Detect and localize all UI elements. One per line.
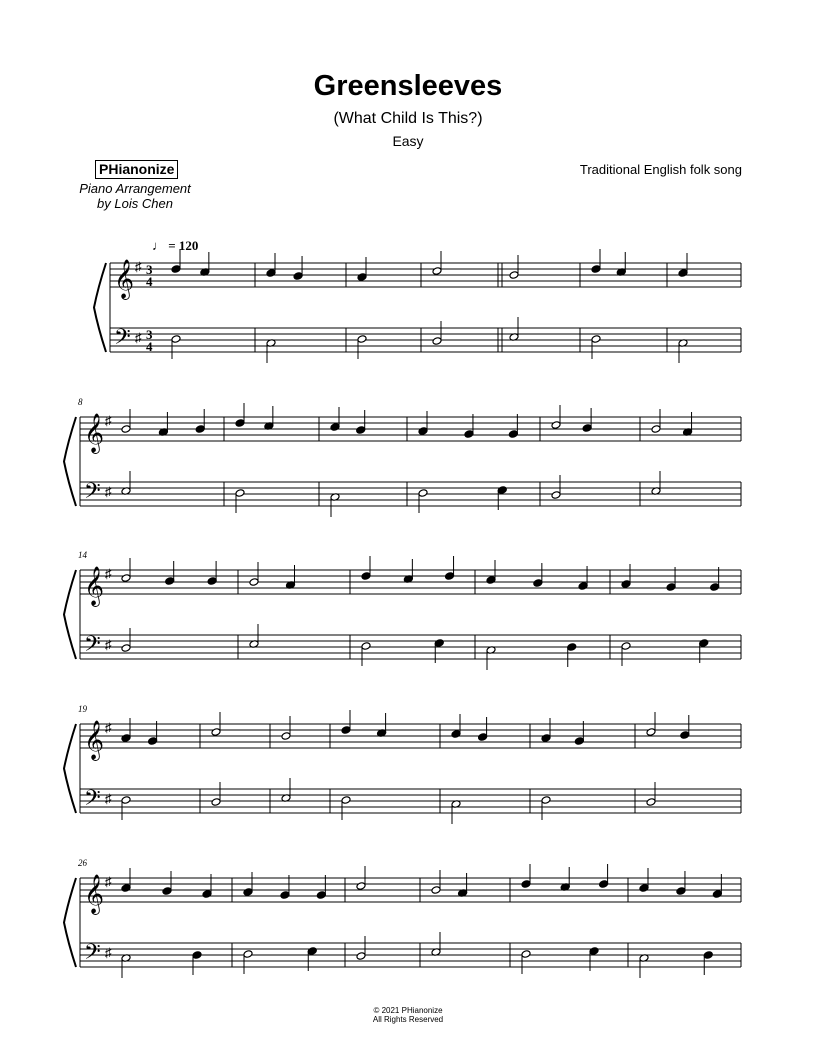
- note-head: [207, 577, 217, 586]
- sharp-icon: ♯: [135, 330, 142, 345]
- arrangement-line: Piano Arrangement: [79, 181, 191, 196]
- measure-number: 8: [78, 397, 83, 407]
- note-head: [307, 947, 317, 956]
- note-head: [243, 888, 253, 897]
- sharp-icon: ♯: [135, 259, 142, 274]
- tempo-value: = 120: [168, 238, 199, 253]
- note-head: [678, 269, 688, 278]
- note-head: [121, 644, 131, 653]
- system-2: [64, 397, 741, 517]
- note-head: [533, 579, 543, 588]
- treble-clef-icon: 𝄞: [84, 720, 105, 760]
- time-signature: 4: [146, 274, 153, 289]
- sharp-icon: ♯: [105, 720, 112, 735]
- score-title: Greensleeves: [313, 70, 503, 102]
- note-head: [341, 726, 351, 735]
- note-head: [666, 583, 676, 592]
- note-head: [445, 572, 455, 581]
- bass-clef-icon: 𝄢: [84, 479, 101, 509]
- note-head: [356, 952, 366, 961]
- note-head: [478, 733, 488, 742]
- sharp-icon: ♯: [105, 791, 112, 806]
- note-head: [676, 887, 686, 896]
- brace: [94, 263, 106, 352]
- note-head: [249, 578, 259, 587]
- note-head: [431, 886, 441, 895]
- note-head: [293, 272, 303, 281]
- bass-clef-icon: 𝄢: [84, 940, 101, 970]
- note-head: [235, 419, 245, 428]
- sharp-icon: ♯: [105, 945, 112, 960]
- note-head: [712, 890, 722, 899]
- note-head: [541, 796, 551, 805]
- sharp-icon: ♯: [105, 413, 112, 428]
- note-head: [434, 639, 444, 648]
- brace: [64, 724, 76, 813]
- note-head: [361, 642, 371, 651]
- sharp-icon: ♯: [105, 874, 112, 889]
- note-head: [651, 425, 661, 434]
- note-head: [211, 728, 221, 737]
- measure-number: 14: [78, 550, 87, 560]
- note-head: [699, 639, 709, 648]
- time-signature: 3: [146, 327, 153, 342]
- difficulty-label: Easy: [392, 133, 424, 149]
- system-1: [94, 249, 741, 363]
- treble-clef-icon: 𝄞: [84, 874, 105, 914]
- system-5: [64, 858, 741, 978]
- note-head: [497, 486, 507, 495]
- note-head: [356, 882, 366, 891]
- note-head: [356, 426, 366, 435]
- note-head: [202, 890, 212, 899]
- note-head: [121, 734, 131, 743]
- note-head: [646, 728, 656, 737]
- note-head: [171, 265, 181, 274]
- note-head: [432, 337, 442, 346]
- note-head: [551, 421, 561, 430]
- note-head: [508, 430, 518, 439]
- note-head: [464, 430, 474, 439]
- note-head: [486, 576, 496, 585]
- note-head: [121, 425, 131, 434]
- note-head: [162, 887, 172, 896]
- note-head: [567, 643, 577, 652]
- time-signature: 3: [146, 262, 153, 277]
- note-head: [418, 489, 428, 498]
- note-head: [646, 798, 656, 807]
- note-head: [211, 798, 221, 807]
- treble-clef-icon: 𝄞: [84, 413, 105, 453]
- note-head: [148, 737, 158, 746]
- footer: [0, 1006, 816, 1024]
- note-head: [521, 880, 531, 889]
- note-head: [639, 884, 649, 893]
- quarter-note-icon: ♩: [152, 238, 165, 253]
- note-head: [451, 730, 461, 739]
- sharp-icon: ♯: [105, 484, 112, 499]
- note-head: [121, 884, 131, 893]
- note-head: [266, 269, 276, 278]
- note-head: [341, 796, 351, 805]
- note-head: [599, 880, 609, 889]
- score-subtitle: (What Child Is This?): [333, 110, 483, 127]
- bass-clef-icon: 𝄢: [84, 632, 101, 662]
- note-head: [710, 583, 720, 592]
- measure-number: 26: [78, 858, 87, 868]
- copyright-text: © 2021 PHianonize: [373, 1006, 443, 1015]
- treble-clef-icon: 𝄞: [84, 566, 105, 606]
- sharp-icon: ♯: [105, 566, 112, 581]
- system-4: [64, 704, 741, 824]
- rights-text: All Rights Reserved: [372, 1015, 444, 1024]
- note-head: [432, 267, 442, 276]
- note-head: [330, 423, 340, 432]
- note-head: [192, 951, 202, 960]
- time-signature: 4: [146, 339, 153, 354]
- note-head: [680, 731, 690, 740]
- note-head: [280, 891, 290, 900]
- note-head: [121, 796, 131, 805]
- note-head: [243, 950, 253, 959]
- note-head: [551, 491, 561, 500]
- note-head: [582, 424, 592, 433]
- note-head: [703, 951, 713, 960]
- note-head: [578, 582, 588, 591]
- note-head: [195, 425, 205, 434]
- note-head: [509, 271, 519, 280]
- note-head: [235, 489, 245, 498]
- note-head: [316, 891, 326, 900]
- sharp-icon: ♯: [105, 637, 112, 652]
- note-head: [121, 574, 131, 583]
- note-head: [591, 335, 601, 344]
- measure-number: 19: [78, 704, 87, 714]
- arranger-name: by Lois Chen: [97, 196, 173, 211]
- note-head: [589, 947, 599, 956]
- note-head: [541, 734, 551, 743]
- note-head: [574, 737, 584, 746]
- note-head: [621, 642, 631, 651]
- note-head: [165, 577, 175, 586]
- note-head: [361, 572, 371, 581]
- brace: [64, 417, 76, 506]
- system-3: [64, 550, 741, 670]
- bass-clef-icon: 𝄢: [84, 786, 101, 816]
- bass-clef-icon: 𝄢: [114, 325, 131, 355]
- treble-clef-icon: 𝄞: [114, 259, 135, 299]
- note-head: [281, 732, 291, 741]
- brace: [64, 570, 76, 659]
- brace: [64, 878, 76, 967]
- note-head: [357, 273, 367, 282]
- note-head: [357, 335, 367, 344]
- note-head: [418, 427, 428, 436]
- composer-credit: Traditional English folk song: [579, 162, 742, 177]
- note-head: [621, 580, 631, 589]
- brand-logo: PHianonize: [95, 160, 178, 179]
- note-head: [171, 335, 181, 344]
- note-head: [591, 265, 601, 274]
- note-head: [521, 950, 531, 959]
